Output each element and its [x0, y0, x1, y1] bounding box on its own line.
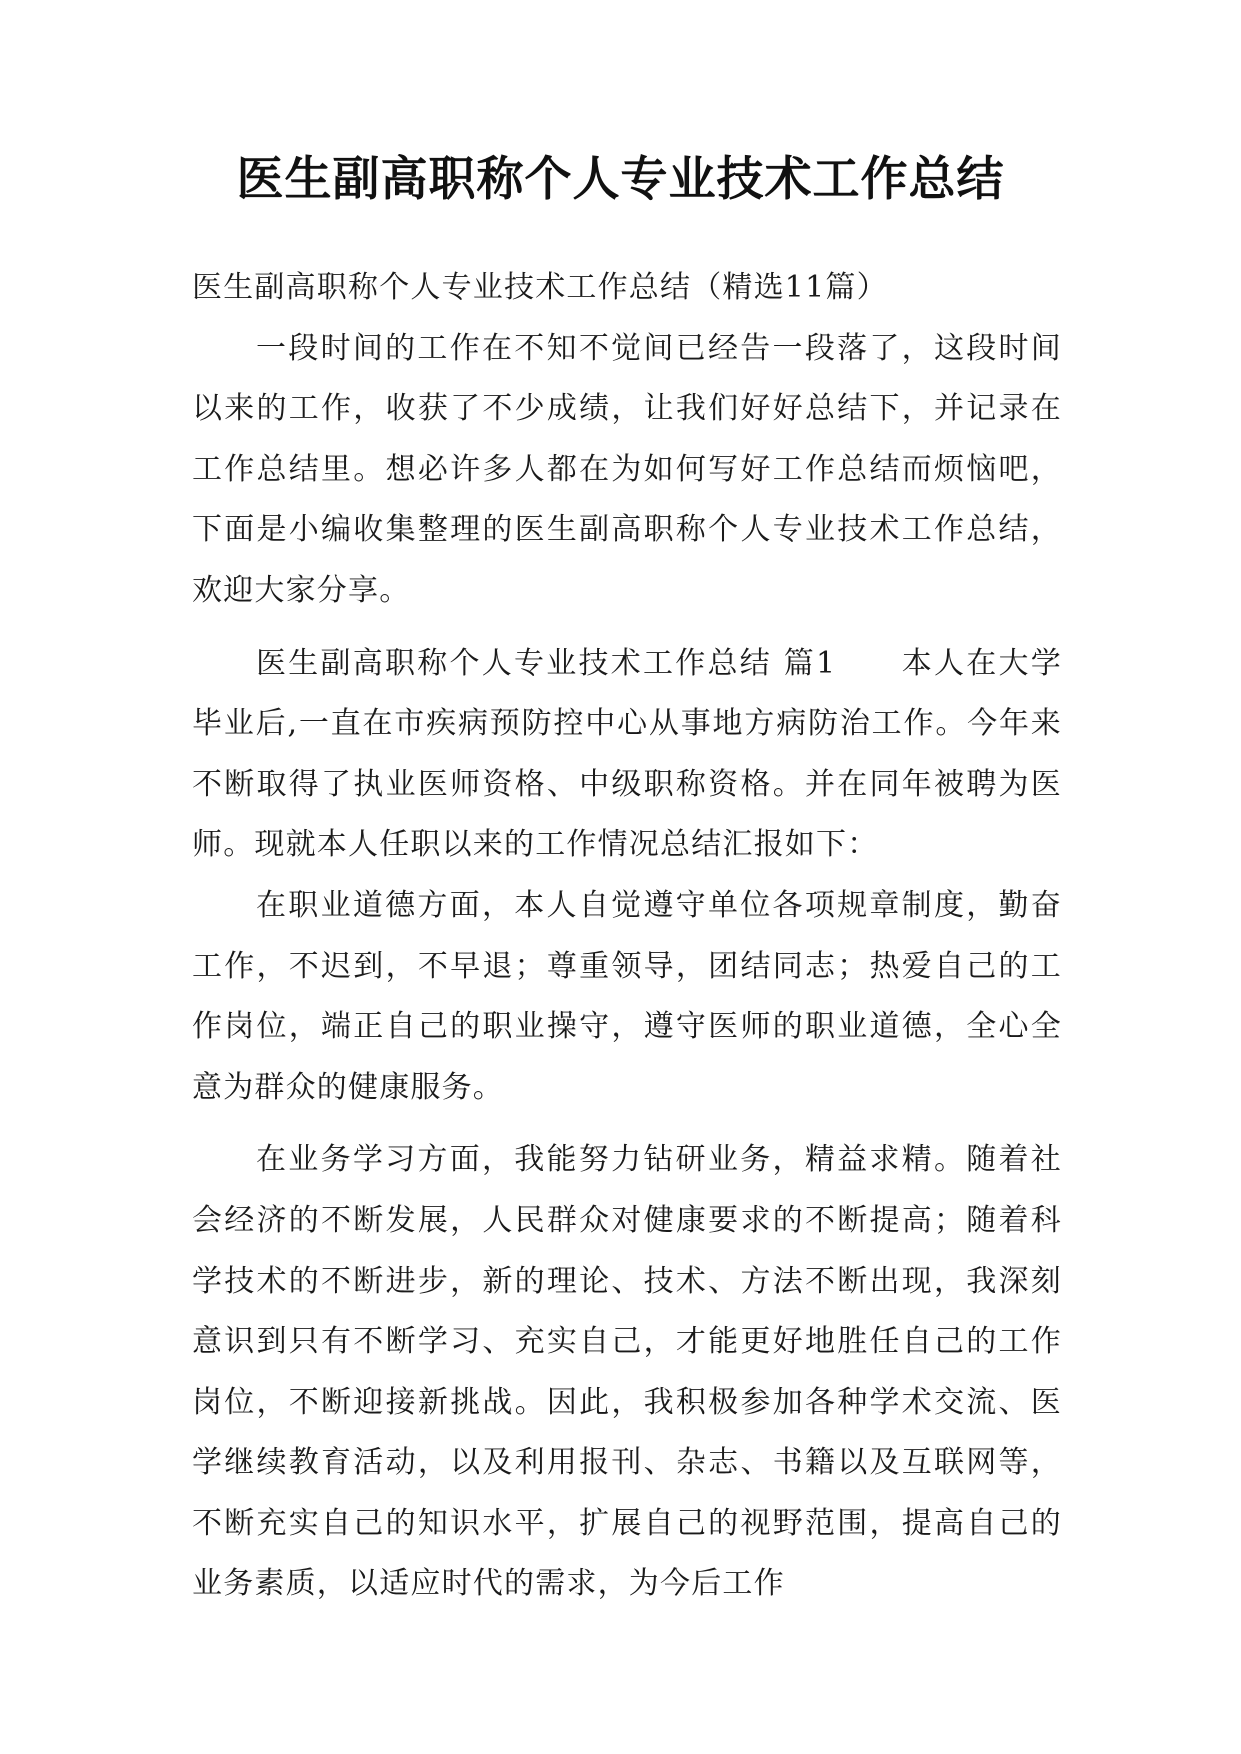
intro-paragraph: 一段时间的工作在不知不觉间已经告一段落了，这段时间以来的工作，收获了不少成绩，让我们好好总结下，并记录在工作总结里。想必许多人都在为如何写好工作总结而烦恼吧，下面是小编收集整理的医生副高职称个人专业技术工作总结，欢迎大家分享。 [192, 330, 1062, 608]
section-1-paragraph: 医生副高职称个人专业技术工作总结 篇1 本人在大学毕业后,一直在市疾病预防控中心从事地方病防治工作。今年来不断取得了执业医师资格、中级职称资格。并在同年被聘为医师。现就本人任职以来的工作情况总结汇报如下： [192, 645, 1062, 863]
subtitle-paragraph: 医生副高职称个人专业技术工作总结（精选11篇） [192, 270, 888, 305]
document-title: 医生副高职称个人专业技术工作总结 [236, 152, 1005, 207]
ethics-paragraph: 在职业道德方面，本人自觉遵守单位各项规章制度，勤奋工作，不迟到，不早退；尊重领导，团结同志；热爱自己的工作岗位，端正自己的职业操守，遵守医师的职业道德，全心全意为群众的健康服务。 [192, 887, 1062, 1105]
study-paragraph: 在业务学习方面，我能努力钻研业务，精益求精。随着社会经济的不断发展，人民群众对健康要求的不断提高；随着科学技术的不断进步，新的理论、技术、方法不断出现，我深刻意识到只有不断学习、充实自己，才能更好地胜任自己的工作岗位，不断迎接新挑战。因此，我积极参加各种学术交流、医学继续教育活动，以及利用报刊、杂志、书籍以及互联网等，不断充实自己的知识水平，扩展自己的视野范围，提高自己的业务素质，以适应时代的需求，为今后工作 [192, 1142, 1062, 1602]
document-body [192, 258, 1062, 1615]
